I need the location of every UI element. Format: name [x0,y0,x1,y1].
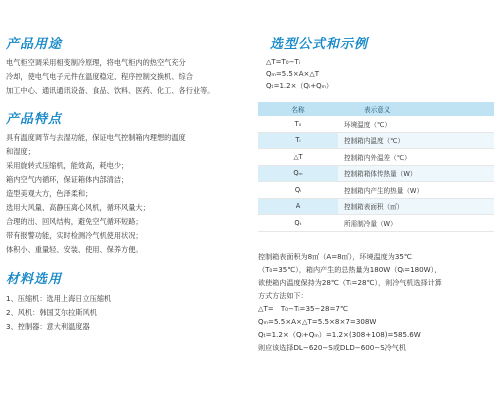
materials-heading: 材料选用 [6,272,63,287]
symbol-cell: △T [258,149,338,166]
table-row [258,182,494,199]
symbol-cell: A [258,198,338,215]
materials-text [6,292,111,334]
symbol-table [258,102,494,232]
usage-line: 加工中心、通讯通讯设备、食品、饮料、医药、化工、各行业等。 [6,86,215,95]
column-header-name: 名称 [258,102,338,116]
table-row [258,165,494,182]
material-line: 3、控制器：意大利温度器 [6,322,90,331]
feature-line: 合理的出、回风结构，避免空气循环短路； [6,217,143,226]
example-line: （T₀=35℃），箱内产生的总热量为180W（Qᵢ=180W）， [258,265,442,274]
meaning-cell: 控制箱内产生的热量（W） [338,182,494,199]
formula-line: Qₘ=5.5×A×△T [266,70,320,78]
product-usage-heading: 产品用途 [6,37,63,52]
feature-line: 箱内空气内循环，保证箱体内部清洁； [6,175,129,184]
feature-line: 具有温度调节与去湿功能，保证电气控制箱内理想的温度 [6,133,186,142]
formula-block [266,56,333,92]
meaning-cell: 环境温度（℃） [338,116,494,132]
feature-line: 带有报警功能，实时检测冷气机使用状况； [6,231,143,240]
example-line: 则应该选择DL−620−S或DLD−600−S冷气机 [258,343,406,352]
selection-formula-heading: 选型公式和示例 [270,37,369,52]
feature-line: 采用旋转式压缩机，能效高，耗电少； [6,161,129,170]
formula-line: △T=T₀−Tᵢ [266,58,300,66]
meaning-cell: 所需制冷量（W） [338,215,494,232]
product-features-text [6,131,186,257]
example-line: Qₜ=1.2×（Qᵢ+Qₘ）=1.2×(308+108)=585.6W [258,330,421,339]
formula-line: Qₜ=1.2×（Qᵢ+Qₘ） [266,82,333,90]
symbol-cell: T₀ [258,116,338,132]
example-line: Qₘ=5.5×A×△T=5.5×8×7=308W [258,317,377,326]
table-row [258,149,494,166]
meaning-cell: 控制箱内温度（℃） [338,132,494,149]
meaning-cell: 控制箱内外温差（℃） [338,149,494,166]
material-line: 2、风机：韩国艾尔拉斯风机 [6,308,97,317]
feature-line: 和湿度； [6,147,35,156]
table-row [258,132,494,149]
symbol-cell: Qᵢ [258,182,338,199]
example-line: 欲使箱内温度保持为28℃（Tᵢ=28℃），则冷气机选择计算 [258,278,442,287]
table-header-row [258,102,494,116]
column-header-meaning: 表示意义 [338,102,494,116]
usage-line: 冷却，使电气电子元件在温度稳定、程序控制交换机、综合 [6,72,193,81]
symbol-cell: Qₜ [258,215,338,232]
example-line: △T= T₀−Tᵢ=35−28=7℃ [258,304,348,313]
usage-line: 电气柜空调采用相变制冷原理，将电气柜内的热空气充分 [6,58,186,67]
product-usage-text [6,56,214,98]
example-line: 控制箱表面积为8㎡（A=8㎡），环境温度为35℃ [258,252,412,261]
symbol-cell: Tᵢ [258,132,338,149]
example-calculation [258,250,442,354]
feature-line: 造型美观大方，色泽柔和； [6,189,93,198]
meaning-cell: 控制箱表面积（㎡） [338,198,494,215]
table-row [258,116,494,132]
example-line: 方式方法如下： [258,291,308,300]
table-row [258,198,494,215]
symbol-cell: Qₘ [258,165,338,182]
meaning-cell: 控制箱箱体传热量（W） [338,165,494,182]
table-row [258,215,494,232]
material-line: 1、压缩机：选用上海日立压缩机 [6,294,112,303]
product-features-heading: 产品特点 [6,112,63,127]
feature-line: 体积小、重量轻、安装、使用、保养方便。 [6,245,143,254]
feature-line: 选用大风量、高静压离心风机，循环风量大； [6,203,150,212]
